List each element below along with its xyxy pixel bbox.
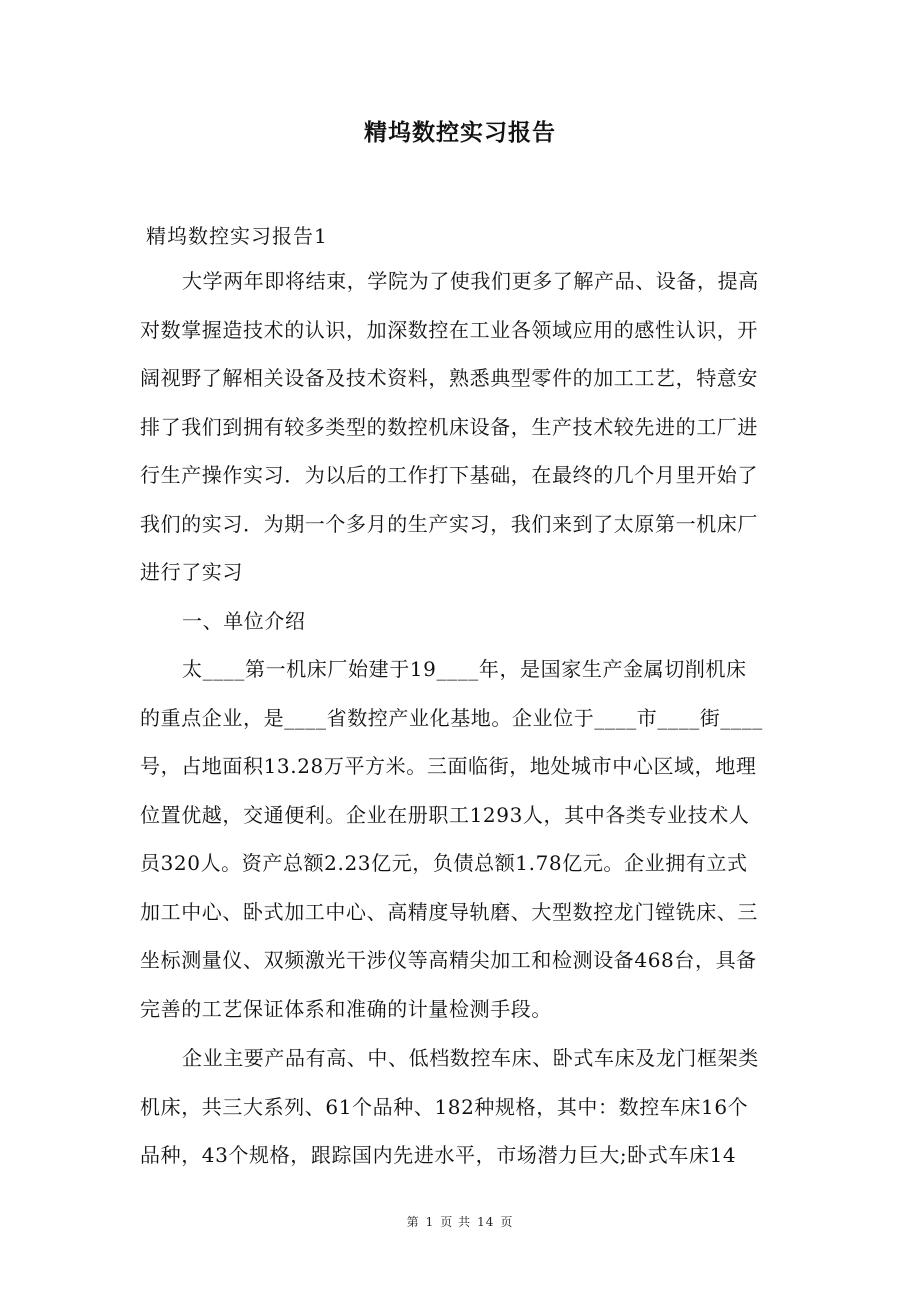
footer-middle: 页 共 — [440, 1215, 472, 1229]
footer-total-pages: 14 — [477, 1215, 495, 1229]
paragraph-line: 对数掌握造技术的认识，加深数控在工业各领域应用的感性认识，开 — [140, 317, 758, 342]
footer-page-number: 1 — [425, 1215, 435, 1229]
paragraph-line: 员320人。资产总额2.23亿元，负债总额1.78亿元。企业拥有立式 — [140, 851, 748, 875]
paragraph-products — [140, 1034, 790, 1180]
paragraph-line: 坐标测量仪、双频激光干涉仪等高精尖加工和检测设备468台，具备 — [140, 948, 757, 972]
section-heading-unit-intro — [140, 597, 790, 646]
paragraph-line: 进行了实习 — [140, 560, 243, 584]
paragraph-company — [140, 645, 790, 1033]
paragraph-line: 排了我们到拥有较多类型的数控机床设备，生产技术较先进的工厂进 — [140, 414, 758, 439]
paragraph-line: 的重点企业，是____省数控产业化基地。企业位于____市____街____ — [140, 705, 763, 730]
paragraph-line: 我们的实习．为期一个多月的生产实习，我们来到了太原第一机床厂 — [140, 511, 758, 536]
paragraph-line: 加工中心、卧式加工中心、高精度导轨磨、大型数控龙门镗铣床、三 — [140, 899, 758, 924]
paragraph-line: 大学两年即将结束，学院为了使我们更多了解产品、设备，提高 — [182, 269, 759, 293]
footer-suffix: 页 — [500, 1215, 514, 1229]
footer-prefix: 第 — [406, 1215, 420, 1229]
paragraph-line: 阔视野了解相关设备及技术资料，熟悉典型零件的加工工艺，特意安 — [140, 366, 758, 390]
page-footer — [0, 1213, 920, 1230]
section-subtitle: 精坞数控实习报告1 — [146, 224, 328, 248]
paragraph-line: 号，占地面积13.28万平方米。三面临街，地处城市中心区域，地理 — [140, 754, 757, 778]
page-title: 精坞数控实习报告 — [364, 119, 556, 146]
paragraph-line: 企业主要产品有高、中、低档数控车床、卧式车床及龙门框架类 — [182, 1046, 759, 1070]
paragraph-line: 行生产操作实习．为以后的工作打下基础，在最终的几个月里开始了 — [140, 463, 758, 487]
paragraph-line: 位置优越，交通便利。企业在册职工1293人，其中各类专业技术人 — [140, 802, 750, 827]
paragraph-line: 品种，43个规格，跟踪国内先进水平，市场潜力巨大;卧式车床14 — [140, 1143, 737, 1167]
paragraph-line: 完善的工艺保证体系和准确的计量检测手段。 — [140, 996, 552, 1021]
paragraph-line: 太____第一机床厂始建于19____年，是国家生产金属切削机床 — [182, 657, 747, 681]
paragraph-intro — [140, 257, 790, 597]
paragraph-line: 机床，共三大系列、61个品种、182种规格，其中：数控车床16个 — [140, 1094, 749, 1119]
heading-line: 一、单位介绍 — [182, 609, 306, 633]
